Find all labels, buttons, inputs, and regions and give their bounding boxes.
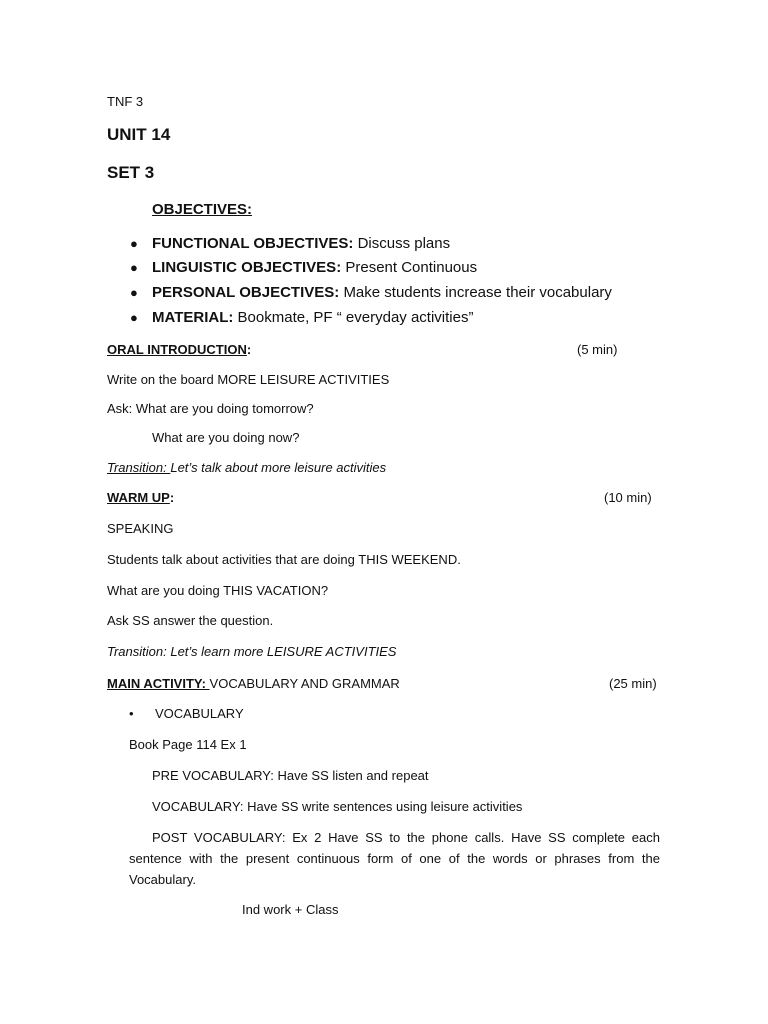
warm-up-transition: Transition: Let’s learn more LEISURE ACTIVITIES: [107, 644, 397, 659]
bullet-icon: ●: [130, 236, 138, 251]
main-activity-heading: MAIN ACTIVITY: VOCABULARY AND GRAMMAR: [107, 676, 400, 691]
warm-up-speaking: SPEAKING: [107, 521, 174, 536]
set-title: SET 3: [107, 163, 155, 182]
warm-up-line: Students talk about activities that are doing THIS WEEKEND.: [107, 552, 461, 567]
objective-item: ● FUNCTIONAL OBJECTIVES: Discuss plans: [130, 235, 451, 252]
vocabulary-bullet: • VOCABULARY: [129, 706, 244, 721]
post-vocabulary: POST VOCABULARY: Ex 2 Have SS to the phone calls. Have SS complete each sentence with the present continuous form of one of the words or phrases from the Vocabulary.: [129, 830, 660, 887]
bullet-icon: ●: [130, 285, 138, 300]
oral-intro-time: (5 min): [577, 342, 618, 357]
vocabulary-step: VOCABULARY: Have SS write sentences using leisure activities: [152, 799, 523, 814]
unit-title: UNIT 14: [107, 125, 171, 144]
pre-vocabulary: PRE VOCABULARY: Have SS listen and repeat: [152, 768, 429, 783]
main-activity-time: (25 min): [609, 676, 657, 691]
bullet-icon: ●: [130, 260, 138, 275]
warm-up-line: Ask SS answer the question.: [107, 613, 274, 628]
work-mode: Ind work + Class: [242, 902, 339, 917]
warm-up-heading: WARM UP:: [107, 490, 175, 505]
bullet-icon: •: [129, 706, 134, 721]
bullet-icon: ●: [130, 310, 138, 325]
oral-intro-ask-2: What are you doing now?: [152, 430, 300, 445]
book-reference: Book Page 114 Ex 1: [129, 737, 247, 752]
objective-item: ● MATERIAL: Bookmate, PF “ everyday activities”: [130, 309, 474, 326]
oral-intro-ask: Ask: What are you doing tomorrow?: [107, 401, 314, 416]
course-code: TNF 3: [107, 94, 144, 109]
warm-up-line: What are you doing THIS VACATION?: [107, 583, 329, 598]
objective-item: ● PERSONAL OBJECTIVES: Make students increase their vocabulary: [130, 284, 612, 301]
oral-intro-transition: Transition: Let’s talk about more leisure activities: [107, 460, 387, 475]
oral-intro-heading: ORAL INTRODUCTION:: [107, 342, 252, 357]
warm-up-time: (10 min): [604, 490, 652, 505]
objectives-heading: OBJECTIVES:: [152, 201, 253, 218]
oral-intro-line: Write on the board MORE LEISURE ACTIVITIES: [107, 372, 390, 387]
objective-item: ● LINGUISTIC OBJECTIVES: Present Continuous: [130, 259, 478, 276]
